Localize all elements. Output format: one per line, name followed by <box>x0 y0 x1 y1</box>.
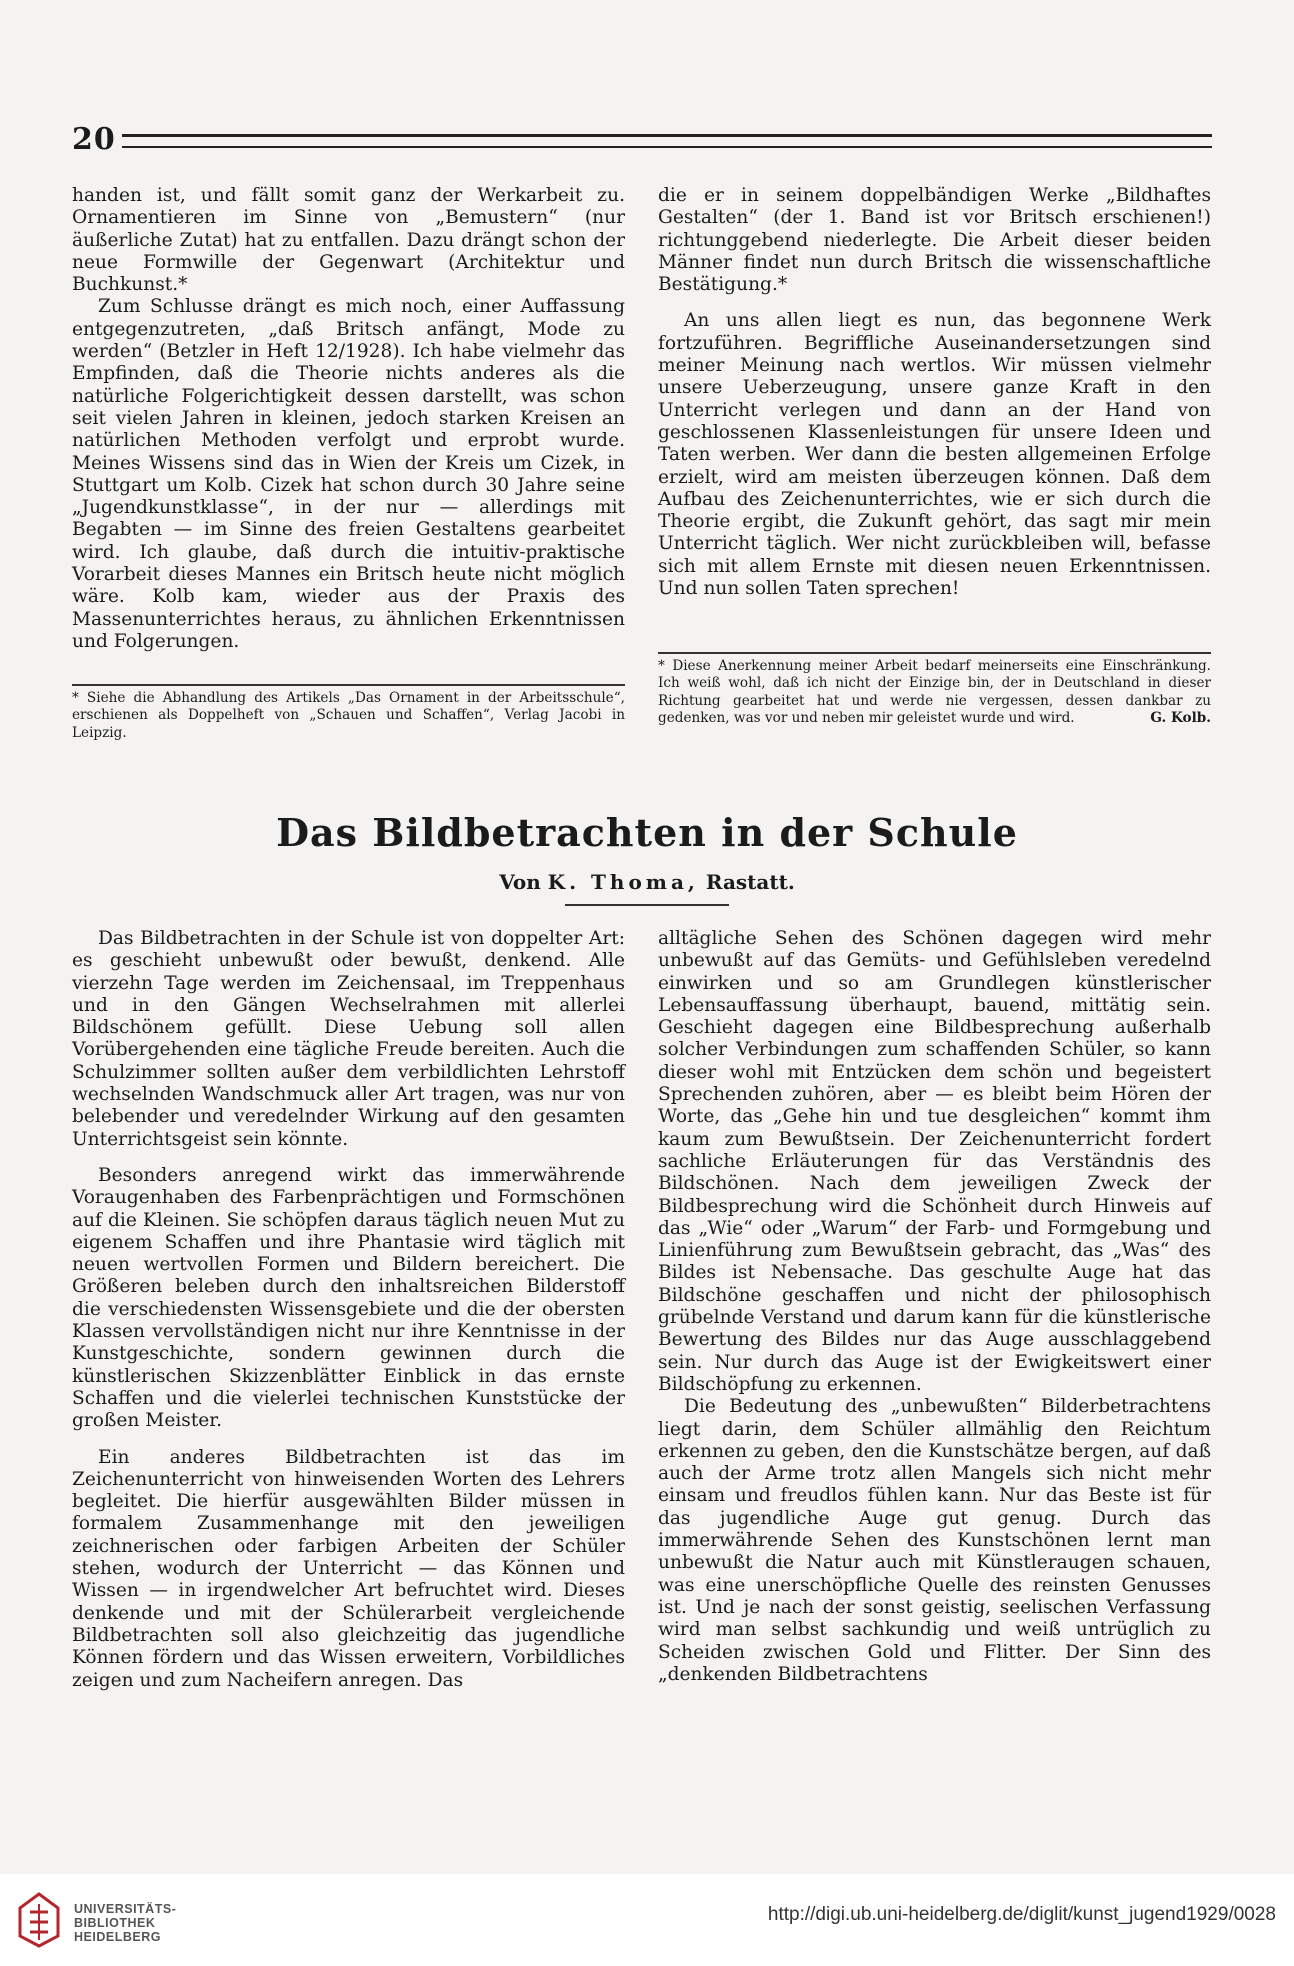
institution-name <box>74 1902 176 1944</box>
institution-line: UNIVERSITÄTS- <box>74 1902 177 1916</box>
digitization-footer <box>0 1874 1294 1966</box>
right-column-upper <box>658 185 1211 600</box>
paragraph: An uns allen liegt es nun, das begonnene Werk fortzuführen. Begriffliche Auseinandersetzungen sind meiner Meinung nach wertlos. Wir müssen vielmehr unsere Ueberzeugung, unsere ganze Kraft in den Unterricht verlegen und dann an der Hand von geschlossenen Klassenleistungen für unsere Ideen und Taten werben. Wer dann die besten allgemeinen Erfolge erzielt, wird am meisten überzeugen können. Daß dem Aufbau des Zeichenunterrichtes, wie er sich durch die Theorie ergibt, die Zukunft gehört, das sagt mir mein Unterricht täglich. Wer nicht zurückbleiben will, befasse sich mit allem Ernste mit diesen neuen Erkenntnissen. Und nun sollen Taten sprechen! <box>658 310 1211 600</box>
footnote-signature: G. Kolb. <box>1150 710 1211 727</box>
footnote-text: * Diese Anerkennung meiner Arbeit bedarf meinerseits eine Einschränkung. Ich weiß wohl, daß ich nicht der Einzige bin, der in Deutschland in dieser Richtung gearbeitet hat und werde nie vergessen, dessen dankbar zu gedenken, was vor und neben mir geleistet wurde und wird. <box>658 658 1211 727</box>
left-column-lower <box>72 928 625 1692</box>
paragraph: Die Bedeutung des „unbewußten“ Bilderbetrachtens liegt darin, dem Schüler allmählig den Reichtum erkennen zu geben, den die Kunstschätze bergen, auf daß auch der Arme trotz allen Mangels sich nicht mehr einsam und freudlos fühlen kann. Nur das Beste ist für das jugendliche Auge gut genug. Durch das immerwährende Sehen des Kunstschönen lernt man unbewußt die Natur auch mit Künstleraugen schauen, was eine unerschöpfliche Quelle des reinsten Genusses ist. Und je nach der sonst geistig, seelischen Verfassung wird man selbst sachkundig und weiß untrüglich zu Scheiden zwischen Gold und Flitter. Der Sinn des „denkenden Bildbetrachtens <box>658 1396 1211 1685</box>
footnote-rule <box>658 652 1211 654</box>
right-column-lower <box>658 928 1211 1686</box>
paragraph: alltägliche Sehen des Schönen dagegen wird mehr unbewußt auf das Gemüts- und Gefühlsleben veredelnd einwirken und so am Grundlegen künstlerischer Lebensauffassung überhaupt, bauend, mittätig sein. Geschieht dagegen eine Bildbesprechung außerhalb solcher Verbindungen zum schaffenden Schüler, so kann dieser wohl mit Entzücken dem schön und begeistert Sprechenden zuhören, aber — es bleibt beim Hören der Worte, das „Gehe hin und tue desgleichen“ kommt ihm kaum zum Bewußtsein. Der Zeichenunterricht fordert sachliche Erläuterungen für das Verständnis des Bildschönen. Nach dem jeweiligen Zweck der Bildbesprechung wird die Schönheit durch Hinweis auf das „Wie“ oder „Warum“ der Farb- und Formgebung und Linienführung zum Bewußtsein gebracht, das „Was“ des Bildes ist Nebensache. Das geschulte Auge hat das Bildschöne geschaffen und nicht der philosophisch grübelnde Verstand und darum kann für die künstlerische Bewertung des Bildes nur das Auge ausschlaggebend sein. Nur durch das Auge ist der Ewigkeitswert einer Bildschöpfung zu erkennen. <box>658 928 1211 1395</box>
article-title: Das Bildbetrachten in der Schule <box>276 810 1018 855</box>
page-number: 20 <box>72 122 116 157</box>
university-library-logo-icon <box>14 1890 64 1950</box>
footnote-rule <box>72 684 625 686</box>
paragraph: Besonders anregend wirkt das immerwährende Voraugenhaben des Farbenprächtigen und Formschönen auf die Kleinen. Sie schöpfen daraus täglich neuen Mut zu eigenem Schaffen und ihre Phantasie wird täglich mit neuen wertvollen Formen und Bildern bereichert. Die Größeren beleben durch den inhaltsreichen Bilderstoff die verschiedensten Wissensgebiete und die der obersten Klassen vervollständigen nicht nur ihre Kenntnisse in der Kunstgeschichte, sondern gewinnen durch die künstlerischen Skizzenblätter Einblick in das ernste Schaffen und die vielerlei technischen Kunststücke der großen Meister. <box>72 1164 625 1432</box>
paragraph: die er in seinem doppelbändigen Werke „Bildhaftes Gestalten“ (der 1. Band ist vor Britsch erschienen!) richtunggebend niederlegte. Die Arbeit dieser beiden Männer findet nun durch Britsch die wissenschaftliche Bestätigung.* <box>658 185 1211 296</box>
byline <box>0 870 1294 894</box>
header-rule <box>122 134 1212 148</box>
paragraph: Zum Schlusse drängt es mich noch, einer Auffassung entgegenzutreten, „daß Britsch anfängt, Mode zu werden“ (Betzler in Heft 12/1928). Ich habe vielmehr das Empfinden, daß die Theorie nichts anderes als die natürliche Folgerichtigkeit dessen darstellt, was schon seit vielen Jahren in kleinen, jedoch starken Kreisen an natürlichen Methoden verfolgt und erprobt wurde. Meines Wissens sind das in Wien der Kreis um Cizek, in Stuttgart um Kolb. Cizek hat schon durch 30 Jahre seine „Jugendkunstklasse“, in der nur — allerdings mit Begabten — im Sinne des freien Gestaltens gearbeitet wird. Ich glaube, daß durch die intuitiv-praktische Vorarbeit dieses Mannes ein Britsch heute nicht möglich wäre. Kolb kam, wieder aus der Praxis des Massenunterrichtes heraus, zu ähnlichen Erkenntnissen und Folgerungen. <box>72 296 625 652</box>
footnote-text: * Siehe die Abhandlung des Artikels „Das Ornament in der Arbeitsschule“, erschienen als Doppelheft von „Schauen und Schaffen“, Verlag Jacobi in Leipzig. <box>72 690 625 741</box>
byline-rule <box>565 904 729 906</box>
institution-line: HEIDELBERG <box>74 1930 161 1944</box>
left-column-upper <box>72 185 625 653</box>
paragraph: Ein anderes Bildbetrachten ist das im Zeichenunterricht von hinweisenden Worten des Lehrers begleitet. Die hierfür ausgewählten Bilder müssen in formalem Zusammenhange mit den jeweiligen zeichnerischen oder farbigen Arbeiten der Schüler stehen, wodurch der Unterricht — das Können und Wissen — in irgendwelcher Art befruchtet wird. Dieses denkende und mit der Schülerarbeit vergleichende Bildbetrachten soll also gleichzeitig das jugendliche Können fördern und das Wissen erweitern, Vorbildliches zeigen und zum Nacheifern anregen. Das <box>72 1446 625 1691</box>
byline-prefix: Von <box>499 870 541 894</box>
institution-line: BIBLIOTHEK <box>74 1916 156 1930</box>
paragraph: Das Bildbetrachten in der Schule ist von doppelter Art: es geschieht unbewußt oder bewußt, denkend. Alle vierzehn Tage werden im Zeichensaal, im Treppenhaus und in den Gängen Wechselrahmen mit allerlei Bildschönem gefüllt. Diese Uebung soll allen Vorübergehenden eine tägliche Freude bereiten. Auch die Schulzimmer sollten außer dem verbildlichten Lehrstoff wechselnden Wandschmuck aller Art tragen, was nur von belebender und veredelnder Wirkung auf den gesamten Unterrichtsgeist sein könnte. <box>72 928 625 1150</box>
paragraph: handen ist, und fällt somit ganz der Werkarbeit zu. Ornamentieren im Sinne von „Bemustern“ (nur äußerliche Zutat) hat zu entfallen. Dazu drängt schon der neue Formwille der Gegenwart (Architektur und Buchkunst.* <box>72 185 625 296</box>
byline-author: K. Thoma, <box>547 870 699 894</box>
left-footnote <box>72 690 625 742</box>
right-footnote <box>658 658 1211 728</box>
byline-place: Rastatt. <box>705 870 795 894</box>
source-url-link[interactable]: http://digi.ub.uni-heidelberg.de/diglit/kunst_jugend1929/0028 <box>767 1904 1276 1925</box>
